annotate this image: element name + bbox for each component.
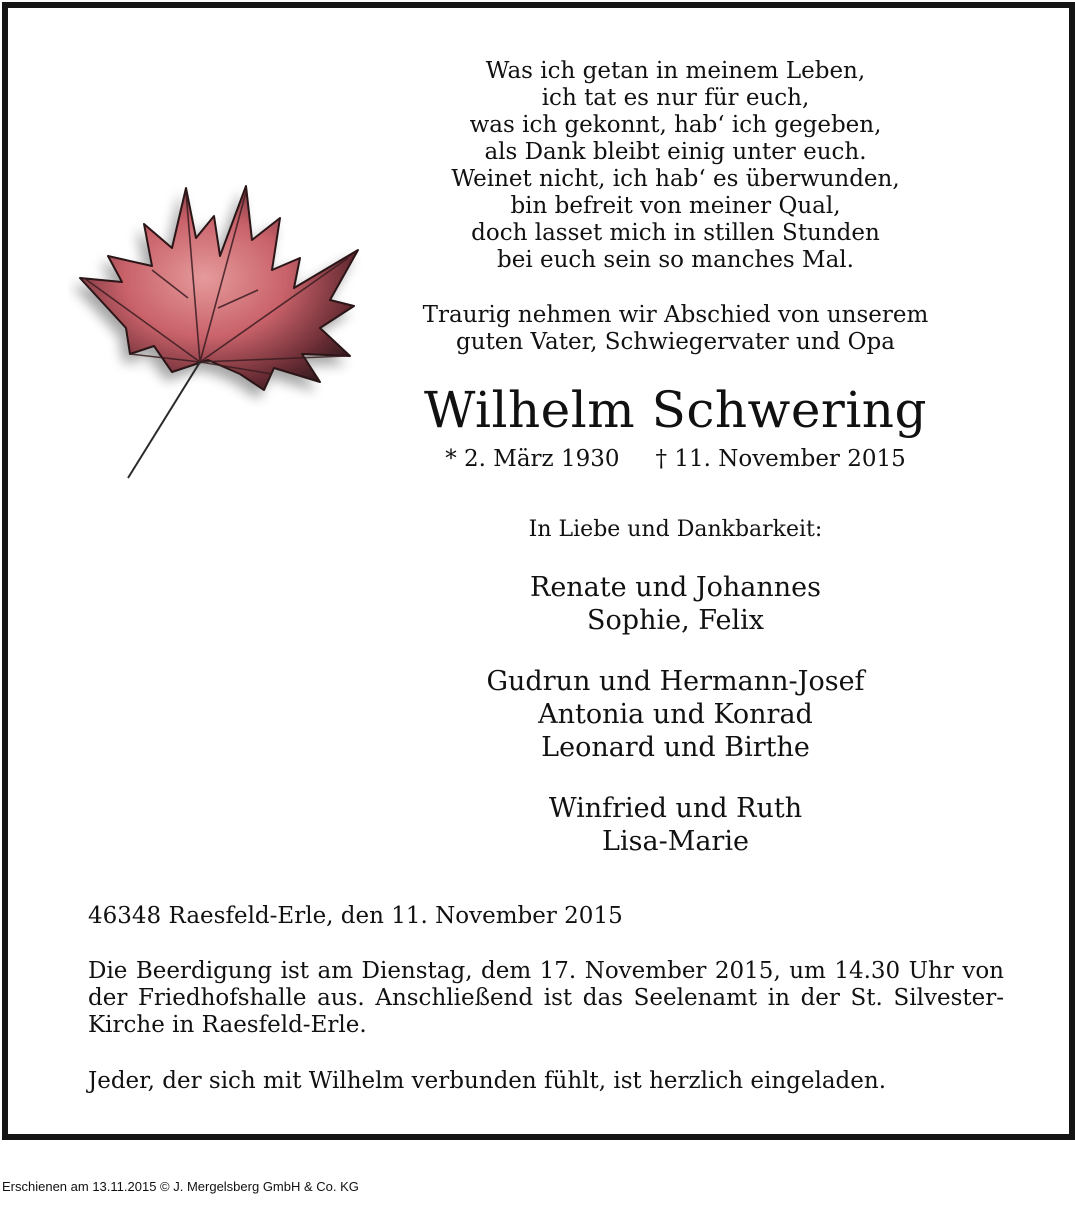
family-line: Leonard und Birthe (541, 732, 810, 763)
poem-line: doch lasset mich in stillen Stunden (471, 220, 880, 246)
poem-line: Was ich getan in meinem Leben, (485, 58, 866, 84)
family-line: Sophie, Felix (587, 605, 764, 636)
poem (403, 58, 948, 274)
poem-line: bei euch sein so manches Mal. (497, 247, 854, 273)
maple-leaf-icon (68, 178, 378, 488)
invitation-line: Jeder, der sich mit Wilhelm verbunden fühlt, ist herzlich eingeladen. (88, 1068, 887, 1094)
obituary-frame (2, 2, 1075, 1140)
family-line: Renate und Johannes (529, 572, 822, 603)
funeral-details: Die Beerdigung ist am Dienstag, dem 17. November 2015, um 14.30 Uhr von der Friedhofshalle aus. Anschließend ist das Seelenamt in der St. Silvester-Kirche in Raesfeld-Erle. (88, 958, 1004, 1038)
life-dates (403, 444, 948, 474)
poem-line: als Dank bleibt einig unter euch. (484, 139, 867, 165)
poem-line: ich tat es nur für euch, (541, 85, 810, 111)
family-line: Antonia und Konrad (538, 699, 813, 730)
publication-credit: Erschienen am 13.11.2015 © J. Mergelsberg GmbH & Co. KG (2, 1179, 359, 1194)
family-group (403, 665, 948, 764)
poem-line: bin befreit von meiner Qual, (510, 193, 841, 219)
place-and-date: 46348 Raesfeld-Erle, den 11. November 2015 (88, 903, 623, 929)
poem-line: was ich gekonnt, hab‘ ich gegeben, (469, 112, 882, 138)
death-date: † 11. November 2015 (655, 446, 906, 472)
intro-line: Traurig nehmen wir Abschied von unserem (422, 302, 929, 328)
birth-date: * 2. März 1930 (445, 446, 620, 472)
family-line: Winfried und Ruth (548, 793, 803, 824)
deceased-name: Wilhelm Schwering (423, 381, 928, 439)
thanks-line: In Liebe und Dankbarkeit: (528, 517, 823, 542)
family-group (403, 792, 948, 858)
poem-line: Weinet nicht, ich hab‘ es überwunden, (451, 166, 900, 192)
intro-line: guten Vater, Schwiegervater und Opa (456, 329, 895, 355)
farewell-intro (403, 302, 948, 356)
family-line: Gudrun und Hermann-Josef (486, 666, 865, 697)
family-group (403, 571, 948, 637)
family-line: Lisa-Marie (602, 826, 749, 857)
